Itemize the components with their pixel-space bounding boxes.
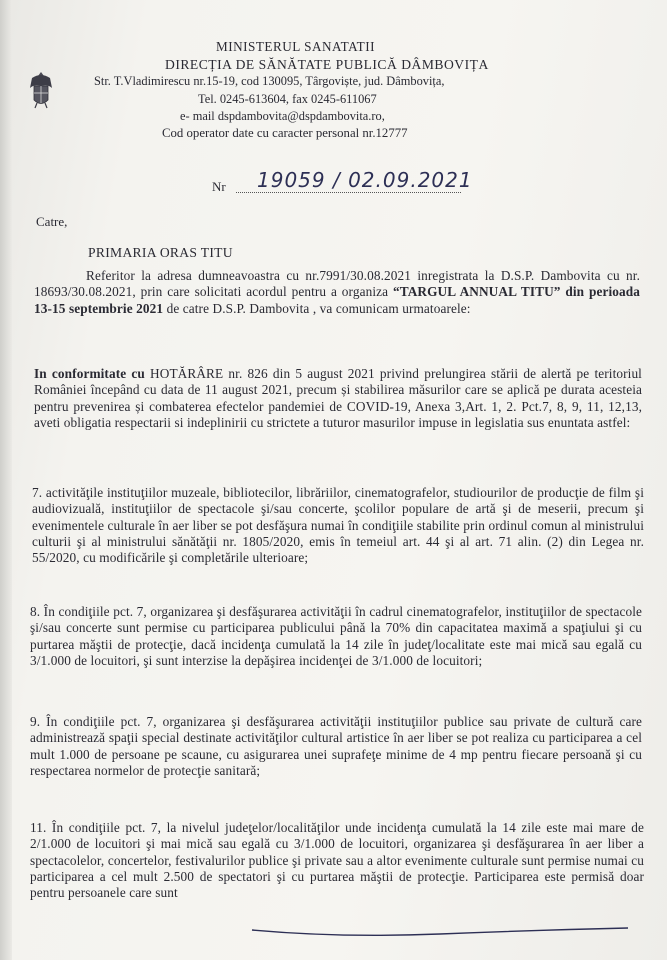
handwritten-underline xyxy=(250,924,630,940)
email-line: e- mail dspdambovita@dspdambovita.ro, xyxy=(180,109,385,123)
ministry-name: MINISTERUL SANATATII xyxy=(216,39,375,54)
legal-basis-lead: In conformitate cu xyxy=(34,366,145,381)
page-edge-shadow xyxy=(0,0,12,960)
legal-basis-paragraph xyxy=(34,366,642,431)
operator-code-line: Cod operator date cu caracter personal nr.12777 xyxy=(162,126,408,140)
recipient-salutation: Catre, xyxy=(36,214,68,229)
intro-text-a: Referitor la adresa dumneavoastra cu nr.7991/30.08.2021 inregistrata la D.S.P. Dambovita cu nr. 18693/30.08.2021, prin care solicitati acordul pentru a organiza xyxy=(34,268,640,300)
direction-name: DIRECȚIA DE SĂNĂTATE PUBLICĂ DÂMBOVIȚA xyxy=(165,57,489,72)
address-line: Str. T.Vladimirescu nr.15-19, cod 130095, Târgoviște, jud. Dâmbovița, xyxy=(94,74,445,88)
point-9-paragraph: 9. În condiţiile pct. 7, organizarea şi desfăşurarea activităţii instituţiilor publice sau private de cultură care administrează spaţii special destinate activităţilor cultural artistice în aer liber se pot realiza cu participarea a cel mult 1.000 de persoane pe scaune, cu asigurarea unei suprafeţe minime de 4 mp pentru fiecare persoană şi cu respectarea normelor de protecţie sanitară; xyxy=(30,714,642,778)
registration-dotted-line xyxy=(236,192,461,193)
intro-paragraph xyxy=(34,268,640,317)
registration-number xyxy=(212,168,472,198)
point-8-paragraph: 8. În condiţiile pct. 7, organizarea şi desfăşurarea activităţii în cadrul cinematografelor, instituţiilor de spectacole şi/sau concerte sunt permise cu participarea publicului până la 70% din capacitatea maximă a spaţiului şi cu purtarea măştii de protecţie, dacă incidenţa cumulată la 14 zile în judeţ/localitate este mai mică sau egală cu 3/1.000 de locuitori, şi sunt interzise la depăşirea incidenţei de 3/1.000 de locuitori; xyxy=(30,604,642,668)
phone-line: Tel. 0245-613604, fax 0245-611067 xyxy=(198,92,377,106)
legal-basis-text: HOTĂRÂRE nr. 826 din 5 august 2021 privind prelungirea stării de alertă pe teritoriul României începând cu data de 11 august 2021, precum și stabilirea măsurilor care se aplică pe durata acesteia pentru prevenirea și combaterea efectelor pandemiei de COVID-19, Anexa 3,Art. 1, 2. Pct.7, 8, 9, 11, 12,13, aveti obligatia respectarii si indeplinirii cu strictete a tuturor masurilor impuse in legislatia sus enuntata astfel: xyxy=(34,366,642,430)
coat-of-arms-icon xyxy=(26,70,56,110)
point-7-paragraph: 7. activităţile instituţiilor muzeale, bibliotecilor, librăriilor, cinematografelor, studiourilor de producţie de film şi audiovizuală, instituţiilor de spectacole şi/sau concerte, şcolilor populare de artă şi de meserii, precum şi evenimentele culturale în aer liber se pot desfăşura numai în condiţiile stabilite prin ordinul comun al ministrului culturii şi al ministrului sănătăţii nr. 1805/2020, emis în temeiul art. 44 şi al art. 71 alin. (2) din Legea nr. 55/2020, cu modificările şi completările ulterioare; xyxy=(32,485,644,566)
recipient-name: PRIMARIA ORAS TITU xyxy=(88,245,233,260)
intro-text-b: de catre D.S.P. Dambovita , va comunicam urmatoarele: xyxy=(163,300,471,316)
registration-handwritten-number: 19059 / 02.09.2021 xyxy=(257,168,473,192)
registration-label: Nr xyxy=(212,179,226,194)
point-11-paragraph: 11. În condiţiile pct. 7, la nivelul judeţelor/localităţilor unde incidenţa cumulată la 14 zile este mai mare de 2/1.000 de locuitori şi mai mică sau egală cu 3/1.000 de locuitori, organizarea şi desfăşurarea în aer liber a spectacolelor, concertelor, festivalurilor publice şi private sau a altor evenimente culturale sunt permise numai cu participarea a cel mult 2.500 de spectatori şi cu purtarea măştii de protecţie. Participarea este permisă doar pentru persoanele care sunt xyxy=(30,820,644,901)
event-name: “TARGUL ANNUAL TITU” din perioada 13-15 septembrie 2021 xyxy=(34,284,641,316)
